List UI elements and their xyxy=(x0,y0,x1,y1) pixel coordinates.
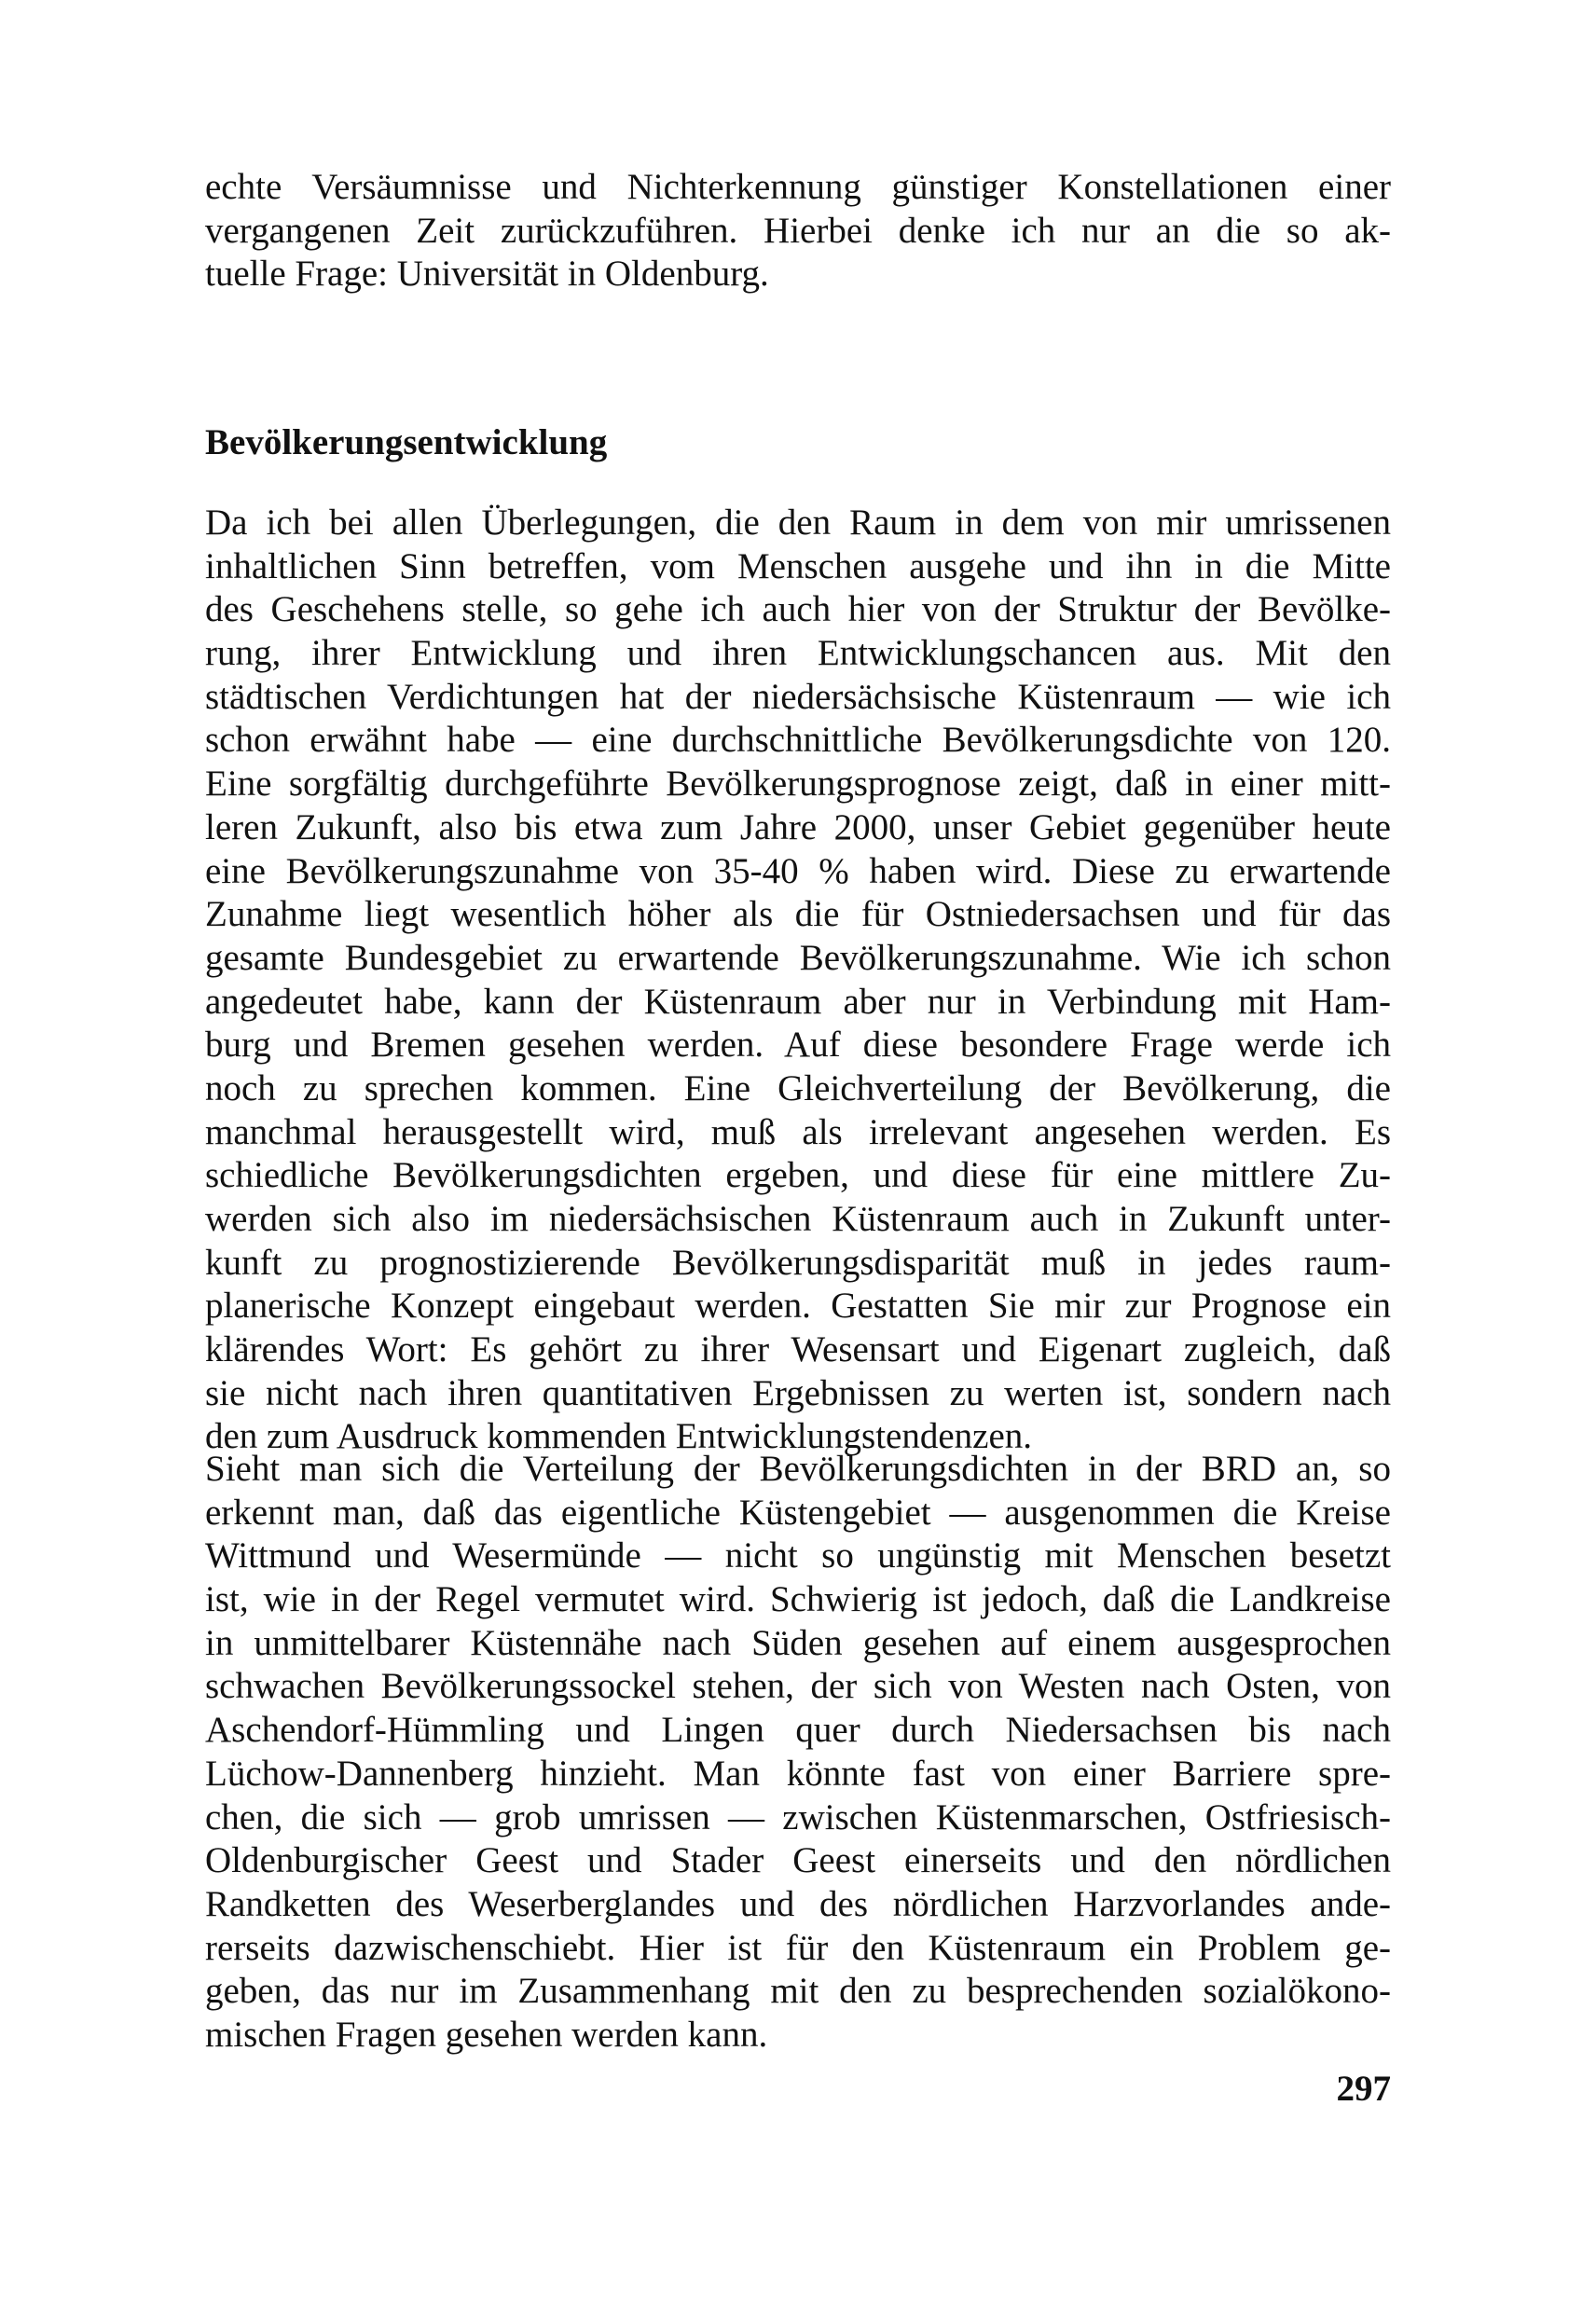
text-line: angedeutet habe, kann der Küstenraum aber nur in Verbindung mit Ham- xyxy=(205,981,1391,1022)
text-line: Aschendorf-Hümmling und Lingen quer durch Niedersachsen bis nach xyxy=(205,1710,1391,1751)
text-line: Eine sorgfältig durchgeführte Bevölkerungsprognose zeigt, daß in einer mitt- xyxy=(205,764,1391,805)
text-line: des Geschehens stelle, so gehe ich auch hier von der Struktur der Bevölke- xyxy=(205,589,1391,630)
text-line: kunft zu prognostizierende Bevölkerungsdisparität muß in jedes raum- xyxy=(205,1242,1391,1283)
text-line: den zum Ausdruck kommenden Entwicklungstendenzen. xyxy=(205,1416,1033,1457)
text-line: chen, die sich — grob umrissen — zwischen Küstenmarschen, Ostfriesisch- xyxy=(205,1796,1391,1837)
text-line: tuelle Frage: Universität in Oldenburg. xyxy=(205,254,769,295)
text-line: Sieht man sich die Verteilung der Bevölkerungsdichten in der BRD an, so xyxy=(205,1449,1391,1489)
text-line: burg und Bremen gesehen werden. Auf diese besondere Frage werde ich xyxy=(205,1025,1391,1066)
text-line: geben, das nur im Zusammenhang mit den zu besprechenden sozialökono- xyxy=(205,1971,1391,2012)
text-line: ist, wie in der Regel vermutet wird. Schwierig ist jedoch, daß die Landkreise xyxy=(205,1579,1391,1620)
text-line: echte Versäumnisse und Nichterkennung günstiger Konstellationen einer xyxy=(205,167,1391,207)
text-line: schiedliche Bevölkerungsdichten ergeben, und diese für eine mittlere Zu- xyxy=(205,1155,1391,1196)
text-line: Lüchow-Dannenberg hinzieht. Man könnte fast von einer Barriere spre- xyxy=(205,1753,1391,1794)
text-line: noch zu sprechen kommen. Eine Gleichverteilung der Bevölkerung, die xyxy=(205,1067,1391,1108)
text-line: klärendes Wort: Es gehört zu ihrer Wesensart und Eigenart zugleich, daß xyxy=(205,1329,1391,1370)
text-line: rung, ihrer Entwicklung und ihren Entwicklungschancen aus. Mit den xyxy=(205,633,1391,674)
text-line: leren Zukunft, also bis etwa zum Jahre 2000, unser Gebiet gegenüber heute xyxy=(205,806,1391,847)
text-line: Da ich bei allen Überlegungen, die den Raum in dem von mir umrissenen xyxy=(205,502,1391,543)
text-line: manchmal herausgestellt wird, muß als irrelevant angesehen werden. Es xyxy=(205,1111,1391,1152)
text-line: erkennt man, daß das eigentliche Küstengebiet — ausgenommen die Kreise xyxy=(205,1492,1391,1533)
text-line: Oldenburgischer Geest und Stader Geest einerseits und den nördlichen xyxy=(205,1840,1391,1881)
text-line: schon erwähnt habe — eine durchschnittliche Bevölkerungsdichte von 120. xyxy=(205,720,1391,761)
text-line: gesamte Bundesgebiet zu erwartende Bevölkerungszunahme. Wie ich schon xyxy=(205,937,1391,978)
section-heading: Bevölkerungsentwicklung xyxy=(205,422,608,462)
text-line: Wittmund und Wesermünde — nicht so ungünstig mit Menschen besetzt xyxy=(205,1535,1391,1576)
text-line: planerische Konzept eingebaut werden. Gestatten Sie mir zur Prognose ein xyxy=(205,1286,1391,1327)
text-line: sie nicht nach ihren quantitativen Ergebnissen zu werten ist, sondern nach xyxy=(205,1372,1391,1413)
paragraph-population-development xyxy=(205,502,1391,1459)
text-line: vergangenen Zeit zurückzuführen. Hierbei denke ich nur an die so ak- xyxy=(205,210,1391,251)
text-line: städtischen Verdichtungen hat der niedersächsische Küstenraum — wie ich xyxy=(205,676,1391,717)
page-number: 297 xyxy=(1336,2069,1391,2109)
text-line: werden sich also im niedersächsischen Küstenraum auch in Zukunft unter- xyxy=(205,1199,1391,1239)
intro-paragraph xyxy=(205,166,1391,296)
text-line: Zunahme liegt wesentlich höher als die für Ostniedersachsen und für das xyxy=(205,894,1391,935)
text-line: eine Bevölkerungszunahme von 35-40 % haben wird. Diese zu erwartende xyxy=(205,850,1391,891)
text-line: mischen Fragen gesehen werden kann. xyxy=(205,2014,768,2055)
paragraph-population-density xyxy=(205,1448,1391,2057)
text-line: Randketten des Weserberglandes und des nördlichen Harzvorlandes ande- xyxy=(205,1883,1391,1924)
text-line: inhaltlichen Sinn betreffen, vom Menschen ausgehe und ihn in die Mitte xyxy=(205,545,1391,586)
text-line: schwachen Bevölkerungssockel stehen, der sich von Westen nach Osten, von xyxy=(205,1666,1391,1707)
text-line: in unmittelbarer Küstennähe nach Süden gesehen auf einem ausgesprochen xyxy=(205,1622,1391,1663)
text-line: rerseits dazwischenschiebt. Hier ist für den Küstenraum ein Problem ge- xyxy=(205,1927,1391,1968)
